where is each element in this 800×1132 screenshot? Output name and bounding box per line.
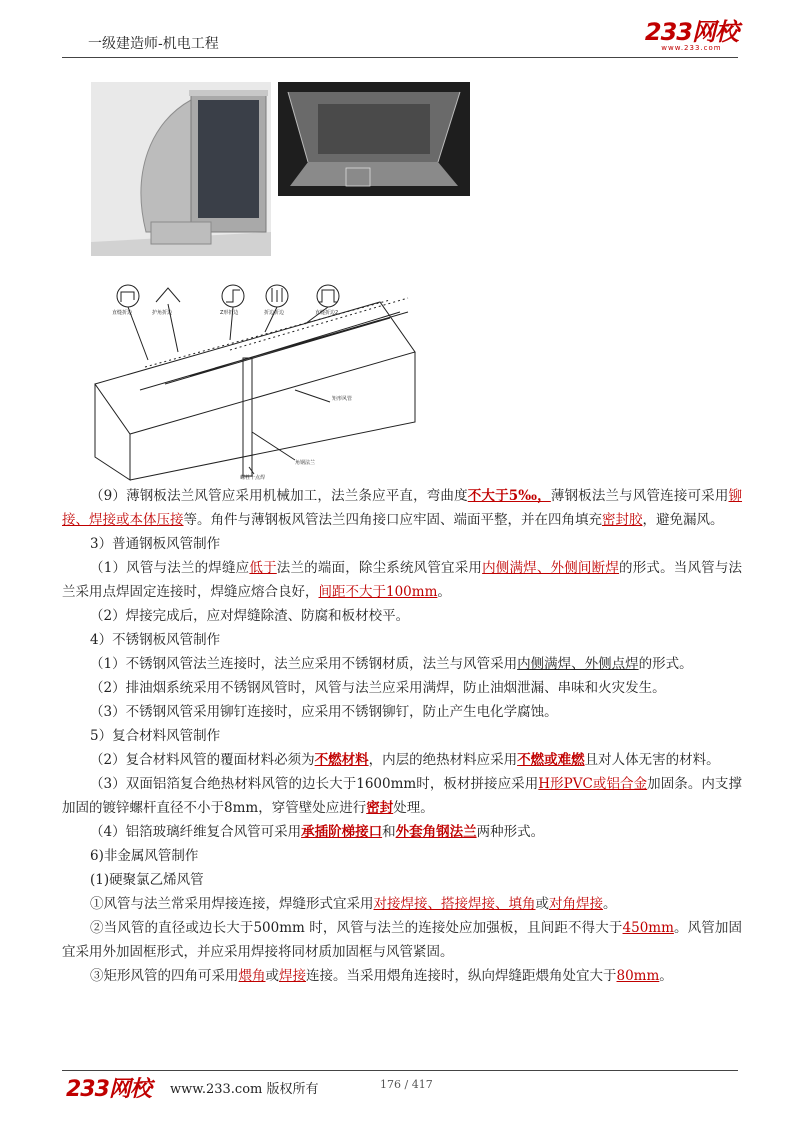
paragraph: （2）排油烟系统采用不锈钢风管时，风管与法兰应采用满焊，防止油烟泄漏、串味和火灾发生。 [90, 680, 666, 696]
profile-icon-3 [222, 285, 244, 307]
sub-heading: (1)硬聚氯乙烯风管 [90, 872, 204, 888]
paragraph: （1）风管与法兰的焊缝应低于法兰的端面，除尘系统风管宜采用内侧满焊、外侧间断焊的形式。当风管与法兰采用点焊固定连接时，焊缝应熔合良好，间距不大于100mm。 [62, 560, 743, 600]
diagram-label-bolt: 螺栓十点焊 [240, 475, 266, 481]
paragraph: （3）不锈钢风管采用铆钉连接时，应采用不锈钢铆钉，防止产生电化学腐蚀。 [90, 704, 558, 720]
photo-duct-interior [278, 82, 470, 196]
header-logo-url: www.233.com [661, 44, 722, 52]
footer-divider [62, 1070, 738, 1071]
diagram-top-label: 护角折边 [152, 310, 173, 316]
paragraph: （4）铝箔玻璃纤维复合风管可采用承插阶梯接口和外套角钢法兰两种形式。 [90, 824, 545, 840]
profile-icon-5 [317, 285, 339, 307]
header-logo-text: 233网校 [644, 18, 738, 46]
photo-elbow-duct [91, 82, 271, 256]
paragraph: ③矩形风管的四角可采用煨角或焊接连接。当采用煨角连接时，纵向焊缝距煨角处宜大于80mm。 [90, 968, 673, 984]
diagram-top-label: 折边折边 [264, 310, 285, 316]
flange-joint-diagram [90, 272, 490, 482]
diagram-top-label: 直缝折边 [112, 310, 133, 316]
paragraph: （9）薄钢板法兰风管应采用机械加工，法兰条应平直，弯曲度不大于5‰，薄钢板法兰与风管连接可采用铆接、焊接或本体压接等。角件与薄钢板风管法兰四角接口应牢固、端面平整，并在四角填充密封胶，避免漏风。 [62, 488, 743, 528]
paragraph: （1）不锈钢风管法兰连接时，法兰应采用不锈钢材质，法兰与风管采用内侧满焊、外侧点焊的形式。 [90, 656, 693, 672]
paragraph: ①风管与法兰常采用焊接连接，焊缝形式宜采用对接焊接、搭接焊接、填角或对角焊接。 [90, 896, 617, 912]
footer-copyright: www.233.com 版权所有 [170, 1082, 319, 1097]
profile-icon-2 [156, 288, 180, 302]
section-heading: 5）复合材料风管制作 [90, 728, 221, 744]
page-number: 176 / 417 [380, 1078, 433, 1091]
paragraph: （2）焊接完成后，应对焊缝除渣、防腐和板材校平。 [90, 608, 410, 624]
footer-logo: 233网校 [66, 1077, 151, 1102]
header-logo [645, 20, 738, 52]
document-body [62, 484, 742, 988]
profile-icon-1 [117, 285, 139, 307]
paragraph: ②当风管的直径或边长大于500mm 时，风管与法兰的连接处应加强板，且间距不得大于450mm。风管加固宜采用外加固框形式，并应采用焊接将同材质加固框与风管紧固。 [62, 920, 742, 960]
header-divider [62, 57, 738, 58]
diagram-top-label: Z形折边 [220, 310, 239, 316]
header-title: 一级建造师-机电工程 [88, 36, 219, 52]
diagram-top-label: 直缝折边2 [315, 310, 339, 316]
section-heading: 4）不锈钢板风管制作 [90, 632, 221, 648]
diagram-label-duct: 矩形风管 [332, 396, 353, 402]
paragraph: （3）双面铝箔复合绝热材料风管的边长大于1600mm时，板材拼接应采用H形PVC或铝合金加固条。内支撑加固的镀锌螺杆直径不小于8mm，穿管壁处应进行密封处理。 [62, 776, 742, 816]
profile-icon-4 [266, 285, 288, 307]
paragraph: （2）复合材料风管的覆面材料必须为不燃材料，内层的绝热材料应采用不燃或难燃且对人体无害的材料。 [90, 752, 720, 768]
diagram-label-flange: 角钢法兰 [295, 460, 316, 466]
section-heading: 3）普通钢板风管制作 [90, 536, 221, 552]
section-heading: 6)非金属风管制作 [90, 848, 199, 864]
